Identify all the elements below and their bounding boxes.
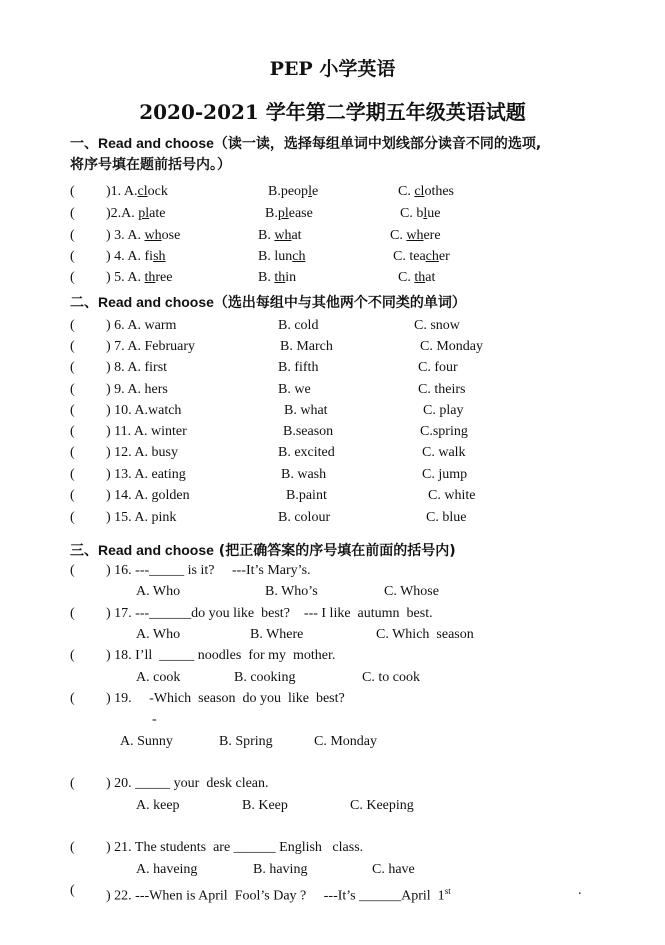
section1-heading-en: 一、Read and choose bbox=[70, 135, 214, 151]
word-start: C. bbox=[398, 184, 415, 199]
q19-question: ) 19. -Which season do you like best? bbox=[106, 691, 345, 706]
section1-heading-cn: （读一读，选择每组单词中划线部分读音不同的选项, bbox=[213, 136, 542, 152]
q22-superscript: st bbox=[444, 886, 451, 896]
q22-tail: . bbox=[578, 883, 582, 898]
q22-question-text: ) 22. ---When is April Fool’s Day ? ---It’s ______April 1 bbox=[106, 888, 445, 904]
answer-bracket[interactable]: ( bbox=[70, 563, 75, 578]
q18-option-b: B. cooking bbox=[234, 670, 296, 685]
answer-bracket[interactable]: ( bbox=[70, 883, 75, 898]
underlined-letters: l bbox=[423, 206, 428, 221]
underlined-letters: ch bbox=[292, 249, 306, 264]
underlined-letters: wh bbox=[406, 228, 424, 243]
word-start: B.peop bbox=[268, 184, 309, 199]
word-rest: ue bbox=[427, 206, 441, 221]
q17-question: ) 17. ---______do you like best? --- I like autumn best. bbox=[106, 606, 433, 621]
underlined-letters: l bbox=[308, 184, 312, 199]
underlined-letters: cl bbox=[137, 184, 148, 199]
answer-bracket[interactable]: ( bbox=[70, 445, 75, 460]
question-number: ) 3. A. bbox=[106, 228, 145, 243]
section1-row bbox=[0, 182, 665, 202]
option-c bbox=[400, 204, 440, 224]
q19-option-a: A. Sunny bbox=[120, 734, 173, 749]
option-c: C. play bbox=[423, 403, 464, 418]
section2-row bbox=[0, 380, 665, 400]
word-start: C. tea bbox=[393, 249, 426, 264]
option-b: B.season bbox=[283, 424, 334, 439]
option-b: B. we bbox=[278, 382, 311, 397]
section3-heading-en: 三、Read and choose bbox=[70, 542, 214, 558]
answer-bracket[interactable]: ( bbox=[70, 510, 75, 525]
option-c: C. Monday bbox=[420, 339, 483, 354]
answer-bracket[interactable]: ( bbox=[70, 840, 75, 855]
question-and-option-a: ) 10. A.watch bbox=[106, 403, 182, 418]
q18-question: ) 18. I’ll _____ noodles for my mother. bbox=[106, 648, 336, 663]
answer-bracket[interactable]: ( bbox=[70, 776, 75, 791]
option-c: C. four bbox=[418, 360, 458, 375]
section1-row bbox=[0, 268, 665, 288]
question-and-option-a: ) 14. A. golden bbox=[106, 488, 190, 503]
answer-bracket[interactable]: ( bbox=[70, 184, 75, 199]
q20-options bbox=[0, 796, 665, 816]
word-start: B. bbox=[258, 270, 275, 285]
question-and-option-a: ) 11. A. winter bbox=[106, 424, 187, 439]
option-b: B. wash bbox=[281, 467, 327, 482]
word-rest: ease bbox=[288, 206, 313, 221]
underlined-letters: ch bbox=[425, 249, 439, 264]
option-c: C. blue bbox=[426, 510, 467, 525]
underlined-letters: th bbox=[414, 270, 426, 285]
q16-row bbox=[0, 561, 665, 581]
word-rest: ere bbox=[423, 228, 441, 243]
word-rest: ree bbox=[155, 270, 173, 285]
q21-option-a: A. haveing bbox=[136, 862, 198, 877]
question-number-and-option-a bbox=[106, 204, 166, 224]
option-c: C. white bbox=[428, 488, 476, 503]
section2-row bbox=[0, 401, 665, 421]
answer-bracket[interactable]: ( bbox=[70, 648, 75, 663]
section3-heading bbox=[70, 540, 650, 562]
section2-row bbox=[0, 422, 665, 442]
q20-option-c: C. Keeping bbox=[350, 798, 414, 813]
option-c: C. snow bbox=[414, 318, 460, 333]
option-c bbox=[398, 268, 435, 288]
q16-option-a: A. Who bbox=[136, 584, 181, 599]
option-c bbox=[393, 247, 450, 267]
answer-bracket[interactable]: ( bbox=[70, 270, 75, 285]
section1-heading bbox=[70, 133, 650, 176]
answer-bracket[interactable]: ( bbox=[70, 249, 75, 264]
option-b bbox=[258, 268, 296, 288]
q21-option-b: B. having bbox=[253, 862, 308, 877]
answer-bracket[interactable]: ( bbox=[70, 691, 75, 706]
q20-row bbox=[0, 774, 665, 794]
word-rest: othes bbox=[424, 184, 455, 199]
section2-heading-cn: （选出每组中与其他两个不同类的单词） bbox=[213, 295, 466, 311]
q22-row bbox=[0, 881, 665, 904]
word-start: B. lun bbox=[258, 249, 293, 264]
question-and-option-a: ) 9. A. hers bbox=[106, 382, 168, 397]
option-b: B. colour bbox=[278, 510, 331, 525]
question-and-option-a: ) 7. A. February bbox=[106, 339, 196, 354]
q20-question: ) 20. _____ your desk clean. bbox=[106, 776, 269, 791]
option-c: C. walk bbox=[422, 445, 466, 460]
option-b: B. what bbox=[284, 403, 328, 418]
q19-row bbox=[0, 689, 665, 709]
section2-row bbox=[0, 508, 665, 528]
exam-title-line2: 2020-2021 学年第二学期五年级英语试题 bbox=[139, 100, 526, 124]
option-c bbox=[398, 182, 454, 202]
word-rest: ose bbox=[161, 228, 181, 243]
answer-bracket[interactable]: ( bbox=[70, 488, 75, 503]
answer-bracket[interactable]: ( bbox=[70, 403, 75, 418]
option-c bbox=[390, 226, 441, 246]
q20-option-a: A. keep bbox=[136, 798, 180, 813]
option-b bbox=[265, 204, 313, 224]
answer-bracket[interactable]: ( bbox=[70, 424, 75, 439]
question-and-option-a: ) 13. A. eating bbox=[106, 467, 186, 482]
question-number: ) 5. A. bbox=[106, 270, 145, 285]
section2-row bbox=[0, 443, 665, 463]
answer-bracket[interactable]: ( bbox=[70, 206, 75, 221]
option-b: B. fifth bbox=[278, 360, 319, 375]
word-rest: er bbox=[438, 249, 450, 264]
q19-option-b: B. Spring bbox=[219, 734, 273, 749]
q21-question: ) 21. The students are ______ English class. bbox=[106, 840, 364, 855]
section1-row bbox=[0, 247, 665, 267]
option-c: C. jump bbox=[422, 467, 468, 482]
underlined-letters: th bbox=[144, 270, 156, 285]
q16-options bbox=[0, 582, 665, 602]
section3-heading-cn: (把正确答案的序号填在前面的括号内) bbox=[213, 543, 456, 559]
question-number-and-option-a bbox=[106, 268, 172, 288]
q17-row bbox=[0, 604, 665, 624]
q21-row bbox=[0, 838, 665, 858]
question-and-option-a: ) 6. A. warm bbox=[106, 318, 177, 333]
q17-option-a: A. Who bbox=[136, 627, 181, 642]
answer-bracket[interactable]: ( bbox=[70, 339, 75, 354]
word-start: B. bbox=[258, 228, 275, 243]
underlined-letters: pl bbox=[277, 206, 289, 221]
q17-options bbox=[0, 625, 665, 645]
option-b bbox=[268, 182, 318, 202]
section2-row bbox=[0, 465, 665, 485]
question-number: )1. A. bbox=[106, 184, 138, 199]
answer-bracket[interactable]: ( bbox=[70, 318, 75, 333]
question-number: ) 4. A. fi bbox=[106, 249, 154, 264]
question-number-and-option-a bbox=[106, 226, 180, 246]
q18-option-a: A. cook bbox=[136, 670, 181, 685]
q22-question bbox=[106, 881, 451, 907]
underlined-letters: pl bbox=[138, 206, 150, 221]
answer-bracket[interactable]: ( bbox=[70, 228, 75, 243]
word-start: C. bbox=[390, 228, 407, 243]
question-and-option-a: ) 12. A. busy bbox=[106, 445, 178, 460]
underlined-letters: cl bbox=[414, 184, 425, 199]
question-and-option-a: ) 15. A. pink bbox=[106, 510, 177, 525]
question-number-and-option-a bbox=[106, 182, 168, 202]
q16-option-b: B. Who’s bbox=[265, 584, 318, 599]
q18-row bbox=[0, 646, 665, 666]
word-rest: ock bbox=[147, 184, 168, 199]
option-b: B. excited bbox=[278, 445, 335, 460]
section2-row bbox=[0, 337, 665, 357]
q19-option-c: C. Monday bbox=[314, 734, 377, 749]
q19-options bbox=[0, 732, 665, 752]
option-c: C.spring bbox=[420, 424, 468, 439]
underlined-letters: wh bbox=[274, 228, 292, 243]
q18-option-c: C. to cook bbox=[362, 670, 420, 685]
question-number: )2.A. bbox=[106, 206, 139, 221]
q16-option-c: C. Whose bbox=[384, 584, 439, 599]
exam-title-line1: PEP 小学英语 bbox=[269, 58, 396, 80]
section2-heading bbox=[70, 292, 650, 314]
q19-answer-line bbox=[0, 710, 665, 730]
section2-row bbox=[0, 358, 665, 378]
q19-dash: - bbox=[152, 712, 157, 727]
option-b bbox=[258, 226, 302, 246]
q17-option-b: B. Where bbox=[250, 627, 304, 642]
question-number-and-option-a bbox=[106, 247, 166, 267]
section1-row bbox=[0, 226, 665, 246]
option-b: B. March bbox=[280, 339, 333, 354]
section2-row bbox=[0, 316, 665, 336]
option-c: C. theirs bbox=[418, 382, 466, 397]
word-rest: e bbox=[311, 184, 319, 199]
option-b bbox=[258, 247, 305, 267]
word-start: B. bbox=[265, 206, 278, 221]
answer-bracket[interactable]: ( bbox=[70, 360, 75, 375]
q21-option-c: C. have bbox=[372, 862, 415, 877]
word-start: C. bbox=[398, 270, 415, 285]
section1-heading-cn2: 将序号填在题前括号内。） bbox=[70, 157, 231, 173]
underlined-letters: sh bbox=[153, 249, 166, 264]
underlined-letters: th bbox=[274, 270, 286, 285]
q21-options bbox=[0, 860, 665, 880]
word-rest: ate bbox=[149, 206, 166, 221]
answer-bracket[interactable]: ( bbox=[70, 606, 75, 621]
question-and-option-a: ) 8. A. first bbox=[106, 360, 168, 375]
q20-option-b: B. Keep bbox=[242, 798, 288, 813]
option-b: B.paint bbox=[286, 488, 327, 503]
section2-heading-en: 二、Read and choose bbox=[70, 294, 214, 310]
answer-bracket[interactable]: ( bbox=[70, 467, 75, 482]
option-b: B. cold bbox=[278, 318, 319, 333]
q17-option-c: C. Which season bbox=[376, 627, 474, 642]
word-rest: at bbox=[425, 270, 436, 285]
word-start: C. b bbox=[400, 206, 424, 221]
section1-row bbox=[0, 204, 665, 224]
answer-bracket[interactable]: ( bbox=[70, 382, 75, 397]
underlined-letters: wh bbox=[144, 228, 162, 243]
q16-question: ) 16. ---_____ is it? ---It’s Mary’s. bbox=[106, 563, 311, 578]
section2-row bbox=[0, 486, 665, 506]
word-rest: in bbox=[285, 270, 297, 285]
q18-options bbox=[0, 668, 665, 688]
word-rest: at bbox=[291, 228, 302, 243]
